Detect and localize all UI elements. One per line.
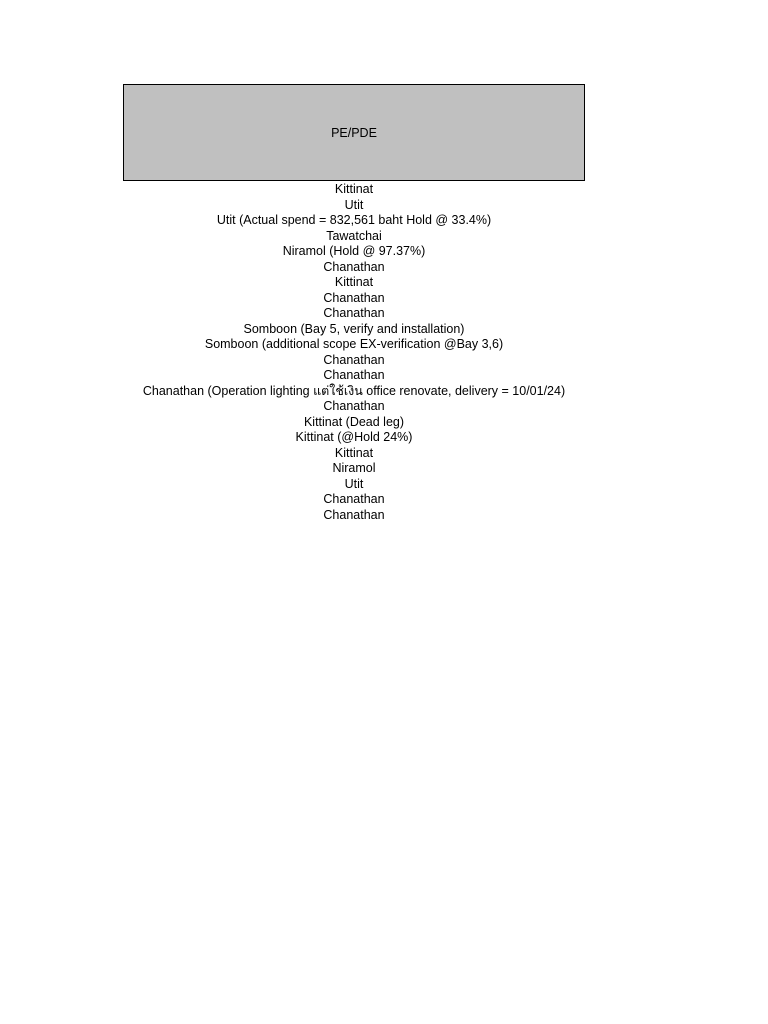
cell-row: Kittinat (Dead leg) bbox=[303, 414, 405, 429]
cell-row: Chanathan bbox=[323, 368, 385, 382]
column-header-label: PE/PDE bbox=[331, 125, 377, 140]
pe-pde-column bbox=[0, 182, 708, 523]
cell-row: Niramol bbox=[332, 461, 376, 475]
column-header-pe-pde bbox=[123, 84, 585, 181]
cell-row: Utit bbox=[344, 476, 364, 491]
cell-row: Chanathan bbox=[323, 399, 385, 413]
cell-row: Somboon (additional scope EX-verification @Bay 3,6) bbox=[204, 337, 504, 351]
cell-row: Kittinat (@Hold 24%) bbox=[295, 430, 413, 444]
cell-row: Niramol (Hold @ 97.37%) bbox=[282, 244, 426, 258]
cell-row: Chanathan bbox=[323, 352, 385, 367]
cell-row: Tawatchai bbox=[326, 228, 382, 243]
cell-row: Chanathan bbox=[323, 290, 385, 305]
cell-row: Chanathan bbox=[323, 259, 385, 274]
cell-row: Chanathan bbox=[323, 507, 385, 522]
cell-row: Chanathan bbox=[323, 492, 385, 506]
cell-row: Chanathan (Operation lighting แต่ใช้เงิน office renovate, delivery = 10/01/24) bbox=[142, 383, 566, 398]
cell-row: Kittinat bbox=[334, 182, 374, 196]
cell-row: Kittinat bbox=[334, 275, 374, 289]
cell-row: Utit bbox=[344, 197, 364, 212]
cell-row: Chanathan bbox=[323, 306, 385, 320]
cell-row: Kittinat bbox=[334, 445, 374, 460]
cell-row: Somboon (Bay 5, verify and installation) bbox=[243, 321, 465, 336]
cell-row: Utit (Actual spend = 832,561 baht Hold @ 33.4%) bbox=[216, 213, 492, 227]
